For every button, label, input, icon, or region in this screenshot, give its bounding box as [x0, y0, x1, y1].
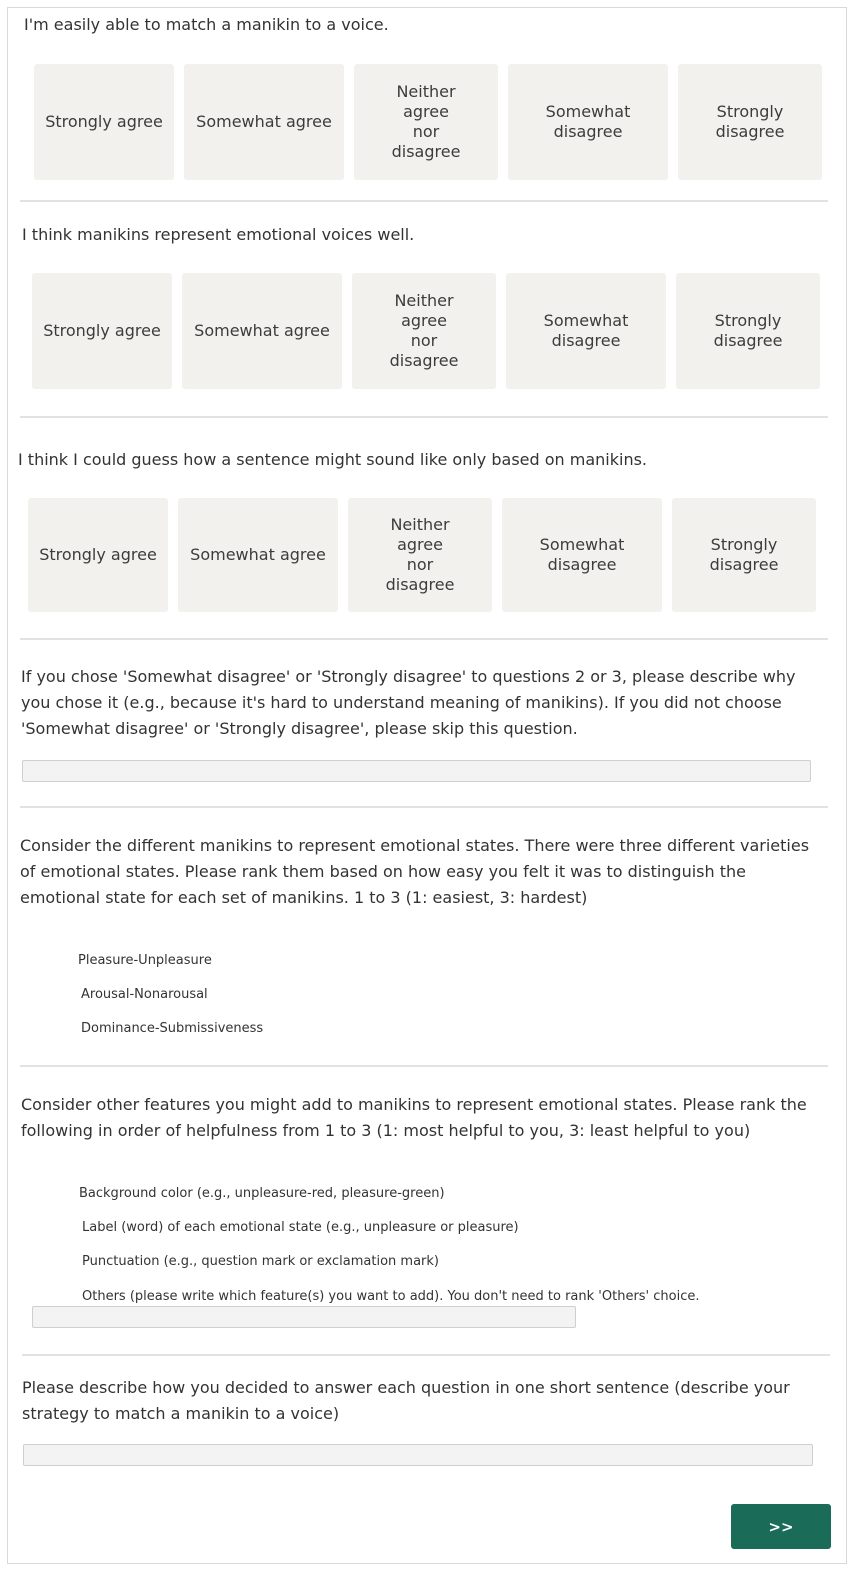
q3-option-strongly-disagree[interactable]: Strongly disagree	[672, 498, 816, 612]
question-4-text: If you chose 'Somewhat disagree' or 'Strongly disagree' to questions 2 or 3, please describe why you chose it (e.g., because it's hard to understand meaning of manikins). If you did not choose 'Somewhat disagree' or 'Strongly disagree', please skip this question.	[21, 667, 796, 738]
divider	[20, 416, 828, 418]
q2-option-strongly-disagree[interactable]: Strongly disagree	[676, 273, 820, 389]
question-5-text: Consider the different manikins to represent emotional states. There were three different varieties of emotional states. Please rank them based on how easy you felt it was to distinguish the emotional state for each set of manikins. 1 to 3 (1: easiest, 3: hardest)	[20, 836, 810, 907]
q3-option-somewhat-agree[interactable]: Somewhat agree	[178, 498, 338, 612]
q2-option-somewhat-disagree[interactable]: Somewhat disagree	[506, 273, 666, 389]
q3-option-somewhat-disagree[interactable]: Somewhat disagree	[502, 498, 662, 612]
question-7-text: Please describe how you decided to answer each question in one short sentence (describe your strategy to match a manikin to a voice)	[22, 1378, 790, 1423]
q1-option-strongly-disagree[interactable]: Strongly disagree	[678, 64, 822, 180]
divider	[20, 638, 828, 640]
rank-item-others[interactable]: Others (please write which feature(s) you want to add). You don't need to rank 'Others' choice.	[82, 1289, 700, 1304]
q2-option-strongly-agree[interactable]: Strongly agree	[32, 273, 172, 389]
rank-item-punctuation[interactable]: Punctuation (e.g., question mark or exclamation mark)	[82, 1254, 439, 1269]
q3-option-neither[interactable]: Neither agree nor disagree	[348, 498, 492, 612]
q2-option-neither[interactable]: Neither agree nor disagree	[352, 273, 496, 389]
rank-item-label[interactable]: Label (word) of each emotional state (e.g., unpleasure or pleasure)	[82, 1220, 519, 1235]
q1-option-somewhat-disagree[interactable]: Somewhat disagree	[508, 64, 668, 180]
rank-item-dominance[interactable]: Dominance-Submissiveness	[81, 1021, 264, 1036]
question-3-text: I think I could guess how a sentence might sound like only based on manikins.	[18, 450, 647, 469]
rank-item-arousal[interactable]: Arousal-Nonarousal	[81, 987, 208, 1002]
q3-option-strongly-agree[interactable]: Strongly agree	[28, 498, 168, 612]
q1-option-neither[interactable]: Neither agree nor disagree	[354, 64, 498, 180]
question-1-text: I'm easily able to match a manikin to a voice.	[24, 15, 389, 34]
question-6-text: Consider other features you might add to manikins to represent emotional states. Please rank the following in order of helpfulness from 1 to 3 (1: most helpful to you, 3: least helpful to you)	[21, 1095, 807, 1140]
q1-option-strongly-agree[interactable]: Strongly agree	[34, 64, 174, 180]
divider	[20, 200, 828, 202]
next-button[interactable]: >>	[731, 1504, 831, 1549]
q2-option-somewhat-agree[interactable]: Somewhat agree	[182, 273, 342, 389]
rank-item-background-color[interactable]: Background color (e.g., unpleasure-red, pleasure-green)	[79, 1186, 445, 1201]
divider	[20, 806, 828, 808]
divider	[22, 1354, 830, 1356]
question-2-text: I think manikins represent emotional voices well.	[22, 225, 415, 244]
q7-text-input[interactable]	[23, 1444, 813, 1466]
q1-option-somewhat-agree[interactable]: Somewhat agree	[184, 64, 344, 180]
q6-others-input[interactable]	[32, 1306, 576, 1328]
divider	[20, 1065, 828, 1067]
rank-item-pleasure[interactable]: Pleasure-Unpleasure	[78, 953, 212, 968]
q4-text-input[interactable]	[22, 760, 811, 782]
